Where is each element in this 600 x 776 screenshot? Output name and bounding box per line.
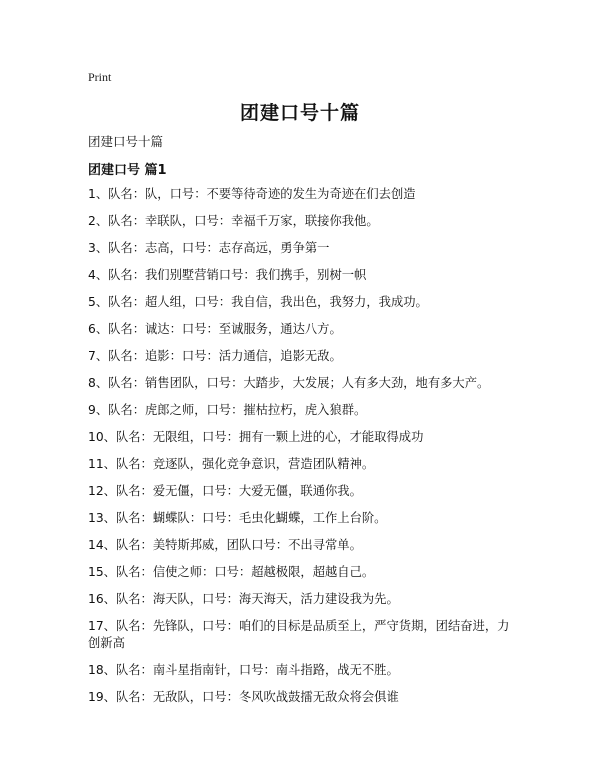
list-item: 16、队名：海天队，口号：海天海天，活力建设我为先。 <box>88 592 399 606</box>
list-item: 11、队名：竞逐队，强化竞争意识，营造团队精神。 <box>88 457 375 471</box>
list-item: 3、队名：志高，口号：志存高远，勇争第一 <box>88 241 330 255</box>
list-item: 14、队名：美特斯邦威，团队口号：不出寻常单。 <box>88 538 362 552</box>
list-item: 5、队名：超人组，口号：我自信，我出色，我努力，我成功。 <box>88 295 428 309</box>
print-label: Print <box>88 70 112 84</box>
list-item: 13、队名：蝴蝶队：口号：毛虫化蝴蝶，工作上台阶。 <box>88 511 387 525</box>
list-item: 8、队名：销售团队，口号：大踏步，大发展；人有多大劲，地有多大产。 <box>88 376 490 390</box>
list-item: 17、队名：先锋队，口号：咱们的目标是品质至上，严守货期，团结奋进，力创新高 <box>88 619 510 650</box>
list-item: 7、队名：追影：口号：活力通信，追影无敌。 <box>88 349 342 363</box>
list-item: 12、队名：爱无僵，口号：大爱无僵，联通你我。 <box>88 484 362 498</box>
list-item: 19、队名：无敌队，口号：冬风吹战鼓擂无敌众将会俱谁 <box>88 690 399 704</box>
list-item: 6、队名：诚达：口号：至诚服务，通达八方。 <box>88 322 342 336</box>
list-item: 2、队名：幸联队，口号：幸福千万家，联接你我他。 <box>88 214 379 228</box>
list-item: 1、队名：队，口号：不要等待奇迹的发生为奇迹在们去创造 <box>88 187 416 201</box>
list-item: 10、队名：无限组，口号：拥有一颗上进的心，才能取得成功 <box>88 430 424 444</box>
list-item: 9、队名：虎郎之师，口号：摧枯拉朽，虎入狼群。 <box>88 403 367 417</box>
section-heading: 团建口号 篇1 <box>88 163 167 178</box>
list-item: 15、队名：信使之师：口号：超越极限，超越自己。 <box>88 565 375 579</box>
document-title: 团建口号十篇 <box>239 102 360 124</box>
list-item: 18、队名：南斗星指南针，口号：南斗指路，战无不胜。 <box>88 663 399 677</box>
document-subtitle: 团建口号十篇 <box>88 134 164 149</box>
list-item: 4、队名：我们别墅营销口号：我们携手，别树一帜 <box>88 268 367 282</box>
slogan-list <box>88 186 518 716</box>
